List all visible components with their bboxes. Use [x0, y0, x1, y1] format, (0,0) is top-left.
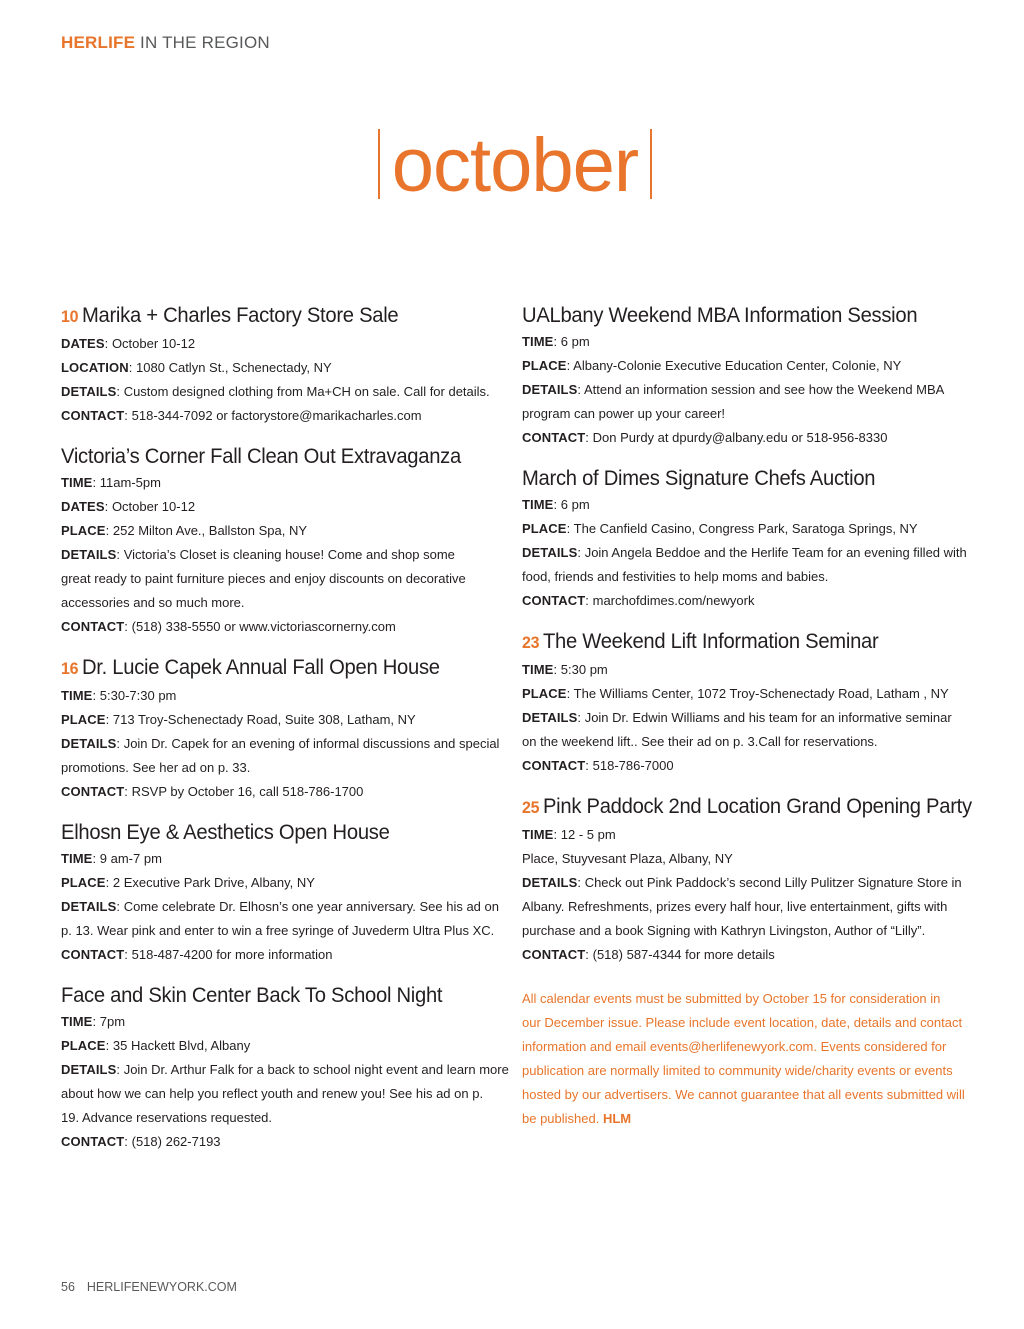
detail-label-text: DETAILS [61, 547, 117, 562]
event-detail-line [522, 895, 967, 919]
detail-text: marchofdimes.com/newyork [589, 593, 755, 608]
event-detail-line [61, 1058, 509, 1082]
detail-label [522, 521, 570, 536]
detail-text: Join Dr. Arthur Falk for a back to school night event and learn more [120, 1062, 509, 1077]
detail-label-text: CONTACT [522, 947, 586, 962]
note-line-text: All calendar events must be submitted by October 15 for consideration in [522, 991, 941, 1006]
note-line [522, 1107, 967, 1131]
detail-label [61, 875, 109, 890]
detail-label [61, 851, 96, 866]
detail-label-text: PLACE [522, 521, 567, 536]
detail-text: RSVP by October 16, call 518-786-1700 [128, 784, 364, 799]
page-number: 56 [61, 1280, 75, 1294]
event-detail-line [61, 780, 506, 804]
detail-text: Place, Stuyvesant Plaza, Albany, NY [522, 851, 733, 866]
detail-text: accessories and so much more. [61, 595, 245, 610]
detail-label-text: CONTACT [522, 593, 586, 608]
detail-text: 5:30 pm [557, 662, 608, 677]
detail-label-text: TIME [61, 1014, 93, 1029]
detail-label-text: CONTACT [61, 619, 125, 634]
event-detail-line [61, 847, 506, 871]
event-title-text: Face and Skin Center Back To School Night [61, 983, 443, 1007]
note-line-text: information and email events@herlifenewyork.com. Events considered for [522, 1039, 947, 1054]
note-line [522, 1011, 967, 1035]
detail-label-sep: : [92, 851, 97, 866]
event-detail-line [61, 943, 506, 967]
event-detail-line [61, 871, 506, 895]
detail-label-sep: : [105, 712, 110, 727]
detail-text: (518) 338-5550 or www.victoriascornerny.com [128, 619, 396, 634]
event-item [522, 627, 967, 778]
detail-label-text: DETAILS [61, 899, 117, 914]
right-events [522, 301, 972, 967]
detail-text: Come celebrate Dr. Elhosn’s one year anniversary. See his ad on [120, 899, 499, 914]
event-title-text: Dr. Lucie Capek Annual Fall Open House [81, 655, 440, 679]
detail-label-sep: : [585, 593, 590, 608]
detail-label-text: PLACE [61, 712, 106, 727]
detail-text: 2 Executive Park Drive, Albany, NY [109, 875, 315, 890]
detail-label-sep: : [577, 875, 582, 890]
event-detail-line [61, 1106, 506, 1130]
detail-text: Attend an information session and see how the Weekend MBA [581, 382, 945, 397]
event-item [61, 653, 506, 804]
detail-label-sep: : [124, 408, 129, 423]
event-item [61, 981, 509, 1154]
event-detail-line [61, 708, 506, 732]
detail-text: 5:30-7:30 pm [96, 688, 177, 703]
event-detail-line [61, 1082, 506, 1106]
right-column [522, 301, 972, 1131]
detail-text: Join Dr. Edwin Williams and his team for an informative seminar [581, 710, 952, 725]
detail-label [61, 1038, 109, 1053]
event-title-text: Pink Paddock 2nd Location Grand Opening Party [542, 794, 972, 818]
detail-label-text: TIME [522, 497, 554, 512]
detail-label-sep: : [553, 497, 558, 512]
event-detail-line [61, 543, 506, 567]
detail-text: (518) 587-4344 for more details [589, 947, 775, 962]
event-title [61, 301, 479, 331]
event-title [522, 627, 940, 657]
event-title [522, 464, 940, 492]
detail-text: 7pm [96, 1014, 126, 1029]
event-detail-line [522, 919, 967, 943]
detail-label [522, 827, 557, 842]
detail-label [61, 360, 132, 375]
event-detail-line [522, 378, 967, 402]
detail-text: 518-344-7092 or factorystore@marikacharles.com [128, 408, 422, 423]
detail-text: 1080 Catlyn St., Schenectady, NY [132, 360, 332, 375]
detail-label [522, 710, 581, 725]
detail-label-sep: : [553, 334, 558, 349]
month-name: october [391, 123, 639, 208]
detail-label [61, 547, 120, 562]
detail-label [522, 334, 557, 349]
detail-label [61, 688, 96, 703]
detail-label [61, 784, 128, 799]
detail-label [61, 619, 128, 634]
detail-label [522, 593, 589, 608]
detail-label-sep: : [92, 475, 97, 490]
event-detail-line [522, 943, 967, 967]
left-column [61, 301, 509, 1168]
event-detail-line [522, 589, 967, 613]
detail-label-sep: : [92, 1014, 97, 1029]
event-day: 25 [522, 798, 540, 817]
detail-label-sep: : [566, 358, 571, 373]
event-detail-line [522, 402, 967, 426]
event-title-text: Marika + Charles Factory Store Sale [81, 303, 399, 327]
event-detail-line [522, 871, 967, 895]
event-detail-line [61, 615, 506, 639]
brand-name: HERLIFE [61, 33, 136, 52]
detail-label-sep: : [105, 1038, 110, 1053]
detail-text: about how we can help you reflect youth and renew you! See his ad on p. [61, 1086, 484, 1101]
detail-label-text: CONTACT [522, 758, 586, 773]
note-line [522, 1035, 967, 1059]
detail-text: The Williams Center, 1072 Troy-Schenectady Road, Latham , NY [570, 686, 949, 701]
detail-label-text: PLACE [61, 1038, 106, 1053]
detail-label-sep: : [116, 547, 121, 562]
detail-text: on the weekend lift.. See their ad on p. 3.Call for reservations. [522, 734, 878, 749]
detail-label-text: DETAILS [522, 875, 578, 890]
detail-label-text: TIME [522, 662, 554, 677]
detail-label-text: TIME [61, 475, 93, 490]
detail-label-sep: : [553, 662, 558, 677]
detail-label-text: DETAILS [522, 382, 578, 397]
detail-text: 12 - 5 pm [557, 827, 616, 842]
event-detail-line [522, 330, 967, 354]
note-line [522, 1083, 967, 1107]
detail-label-text: PLACE [61, 875, 106, 890]
event-detail-line [61, 1034, 506, 1058]
event-title [522, 301, 940, 329]
event-detail-line [522, 354, 967, 378]
detail-label-text: PLACE [522, 686, 567, 701]
detail-label [522, 875, 581, 890]
detail-label-text: DETAILS [522, 545, 578, 560]
detail-label-text: CONTACT [61, 408, 125, 423]
event-detail-line [522, 541, 967, 565]
detail-label-sep: : [577, 710, 582, 725]
detail-text: 713 Troy-Schenectady Road, Suite 308, Latham, NY [109, 712, 416, 727]
month-title [0, 118, 1024, 214]
detail-text: p. 13. Wear pink and enter to win a free syringe of Juvederm Ultra Plus XC. [61, 923, 495, 938]
submission-note [522, 987, 967, 1131]
detail-label-text: DETAILS [61, 384, 117, 399]
detail-label [522, 497, 557, 512]
detail-label [61, 499, 108, 514]
detail-label [522, 382, 581, 397]
detail-label-text: DATES [61, 499, 105, 514]
detail-text: great ready to paint furniture pieces and enjoy discounts on decorative [61, 571, 466, 586]
title-bar-left [378, 129, 380, 199]
detail-text: The Canfield Casino, Congress Park, Saratoga Springs, NY [570, 521, 918, 536]
detail-label [522, 947, 589, 962]
detail-text: Don Purdy at dpurdy@albany.edu or 518-956-8330 [589, 430, 888, 445]
detail-label-sep: : [104, 499, 109, 514]
detail-label-text: TIME [522, 334, 554, 349]
detail-label [522, 358, 570, 373]
detail-text: October 10-12 [108, 499, 196, 514]
event-detail-line [61, 495, 506, 519]
detail-text: 19. Advance reservations requested. [61, 1110, 273, 1125]
title-bar-right [650, 129, 652, 199]
detail-label-sep: : [128, 360, 133, 375]
detail-text: 35 Hackett Blvd, Albany [109, 1038, 251, 1053]
detail-text: 518-487-4200 for more information [128, 947, 333, 962]
detail-text: 9 am-7 pm [96, 851, 162, 866]
detail-text: 6 pm [557, 334, 590, 349]
event-detail-line [522, 658, 967, 682]
event-detail-line [522, 823, 967, 847]
detail-text: 6 pm [557, 497, 590, 512]
detail-label [61, 384, 120, 399]
detail-label [61, 1134, 128, 1149]
event-detail-line [61, 471, 506, 495]
detail-text: Custom designed clothing from Ma+CH on sale. Call for details. [120, 384, 490, 399]
event-title [61, 442, 479, 470]
detail-label-sep: : [566, 521, 571, 536]
detail-text: Join Angela Beddoe and the Herlife Team for an evening filled with [581, 545, 967, 560]
detail-label-text: PLACE [522, 358, 567, 373]
detail-label [61, 408, 128, 423]
detail-label-text: CONTACT [61, 784, 125, 799]
event-item [522, 301, 967, 450]
event-detail-line [61, 404, 506, 428]
event-day: 16 [61, 659, 79, 678]
event-title [61, 818, 479, 846]
detail-label [522, 545, 581, 560]
detail-label [522, 758, 589, 773]
detail-label [61, 712, 109, 727]
detail-label [522, 662, 557, 677]
detail-label [61, 475, 96, 490]
section-header [61, 33, 270, 53]
detail-text: purchase and a book Signing with Kathryn Livingston, Author of “Lilly”. [522, 923, 926, 938]
detail-label [61, 1062, 120, 1077]
detail-label-text: DATES [61, 336, 105, 351]
detail-text: 252 Milton Ave., Ballston Spa, NY [109, 523, 308, 538]
event-detail-line [61, 732, 506, 756]
detail-label-text: CONTACT [522, 430, 586, 445]
event-title-text: UALbany Weekend MBA Information Session [522, 303, 918, 327]
note-line-text: publication are normally limited to community wide/charity events or events [522, 1063, 953, 1078]
note-line-text: be published. [522, 1111, 603, 1126]
event-detail-line [522, 517, 967, 541]
event-detail-line [522, 493, 967, 517]
detail-label-text: DETAILS [61, 736, 117, 751]
detail-label-text: TIME [522, 827, 554, 842]
event-title-text: March of Dimes Signature Chefs Auction [522, 466, 876, 490]
detail-text: Check out Pink Paddock’s second Lilly Pulitzer Signature Store in [581, 875, 962, 890]
section-name: IN THE REGION [135, 33, 270, 52]
detail-label-text: PLACE [61, 523, 106, 538]
event-title-text: Elhosn Eye & Aesthetics Open House [61, 820, 390, 844]
detail-label [522, 430, 589, 445]
detail-text: Join Dr. Capek for an evening of informal discussions and special [120, 736, 500, 751]
detail-label [61, 899, 120, 914]
detail-label-sep: : [577, 382, 582, 397]
event-detail-line [61, 380, 506, 404]
detail-label-sep: : [116, 384, 121, 399]
event-detail-line [522, 847, 967, 871]
event-detail-line [61, 332, 506, 356]
detail-text: October 10-12 [108, 336, 196, 351]
detail-label [61, 947, 128, 962]
event-detail-line [522, 754, 967, 778]
event-title [61, 981, 479, 1009]
event-detail-line [61, 1010, 506, 1034]
detail-text: program can power up your career! [522, 406, 726, 421]
detail-text: Victoria’s Closet is cleaning house! Come and shop some [120, 547, 455, 562]
detail-label-sep: : [105, 523, 110, 538]
event-detail-line [61, 591, 506, 615]
detail-label-sep: : [104, 336, 109, 351]
detail-label-sep: : [92, 688, 97, 703]
event-day: 10 [61, 307, 79, 326]
event-detail-line [61, 895, 506, 919]
detail-label [61, 336, 108, 351]
note-line [522, 1059, 967, 1083]
note-line [522, 987, 967, 1011]
event-item [61, 301, 506, 428]
event-detail-line [522, 682, 967, 706]
detail-label-text: LOCATION [61, 360, 129, 375]
detail-label-sep: : [124, 1134, 129, 1149]
detail-text: (518) 262-7193 [128, 1134, 221, 1149]
detail-label [522, 686, 570, 701]
event-detail-line [61, 919, 506, 943]
site-url: HERLIFENEWYORK.COM [86, 1280, 237, 1294]
detail-label-sep: : [124, 619, 129, 634]
detail-label-sep: : [124, 947, 129, 962]
event-detail-line [522, 730, 967, 754]
detail-label-sep: : [585, 947, 590, 962]
detail-label-sep: : [116, 1062, 121, 1077]
detail-text: 11am-5pm [96, 475, 161, 490]
detail-text: Albany-Colonie Executive Education Center, Colonie, NY [570, 358, 902, 373]
detail-label-sep: : [116, 899, 121, 914]
event-detail-line [522, 565, 967, 589]
detail-label-text: CONTACT [61, 1134, 125, 1149]
detail-label-text: DETAILS [61, 1062, 117, 1077]
detail-label-text: DETAILS [522, 710, 578, 725]
detail-label-sep: : [585, 430, 590, 445]
event-detail-line [61, 756, 506, 780]
detail-label-sep: : [124, 784, 129, 799]
event-detail-line [61, 356, 506, 380]
event-item [522, 792, 972, 967]
event-item [522, 464, 967, 613]
detail-label-sep: : [566, 686, 571, 701]
page-footer [61, 1280, 237, 1294]
detail-label [61, 1014, 96, 1029]
event-detail-line [61, 1130, 506, 1154]
event-title [61, 653, 479, 683]
detail-label-sep: : [553, 827, 558, 842]
detail-label [61, 523, 109, 538]
note-line-text: our December issue. Please include event location, date, details and contact [522, 1015, 963, 1030]
event-title [522, 792, 972, 822]
event-detail-line [522, 706, 967, 730]
detail-text: Albany. Refreshments, prizes every half hour, live entertainment, gifts with [522, 899, 948, 914]
detail-text: food, friends and festivities to help moms and babies. [522, 569, 829, 584]
event-day: 23 [522, 633, 540, 652]
event-detail-line [61, 684, 506, 708]
detail-label [61, 736, 120, 751]
detail-label-text: TIME [61, 851, 93, 866]
detail-label-text: CONTACT [61, 947, 125, 962]
detail-text: promotions. See her ad on p. 33. [61, 760, 251, 775]
note-signoff: HLM [602, 1111, 632, 1126]
note-line-text: hosted by our advertisers. We cannot guarantee that all events submitted will [522, 1087, 965, 1102]
event-title-text: Victoria’s Corner Fall Clean Out Extravaganza [61, 444, 461, 468]
event-item [61, 818, 506, 967]
detail-label-sep: : [105, 875, 110, 890]
detail-label-sep: : [116, 736, 121, 751]
event-item [61, 442, 506, 639]
detail-label-text: TIME [61, 688, 93, 703]
detail-label-sep: : [585, 758, 590, 773]
event-title-text: The Weekend Lift Information Seminar [542, 629, 879, 653]
event-detail-line [61, 567, 506, 591]
event-detail-line [522, 426, 967, 450]
detail-text: 518-786-7000 [589, 758, 674, 773]
detail-label-sep: : [577, 545, 582, 560]
event-detail-line [61, 519, 506, 543]
